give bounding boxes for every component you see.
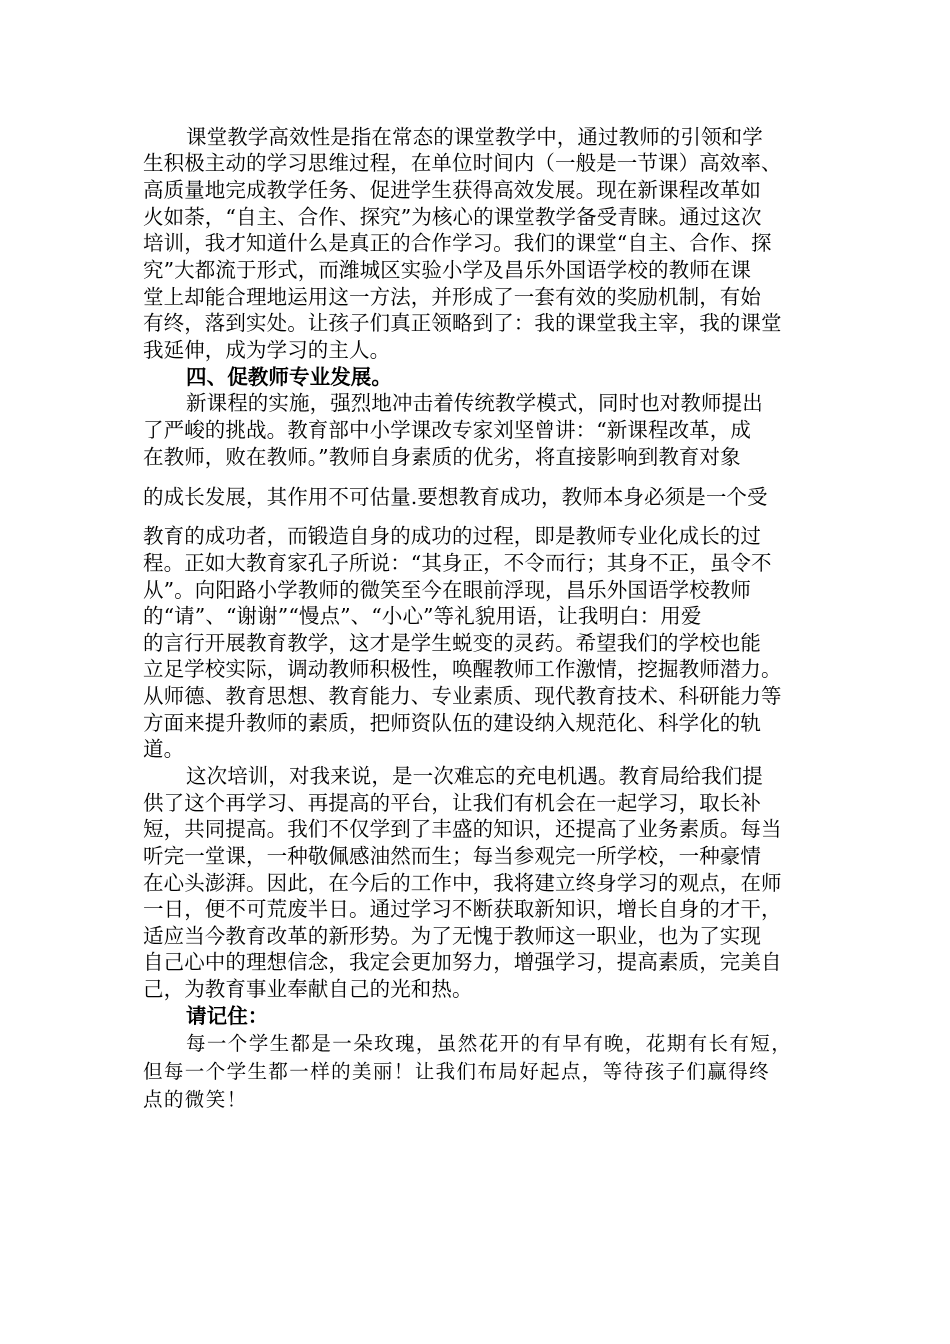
text-line: 点的微笑！	[143, 1088, 248, 1111]
text-line: 立足学校实际，调动教师积极性，唤醒教师工作激情，挖掘教师潜力。	[143, 657, 782, 681]
text-line: 方面来提升教师的素质，把师资队伍的建设纳入规范化、科学化的轨	[143, 711, 761, 735]
remember-label: 请记住：	[186, 1004, 269, 1028]
text-line: 道。	[143, 737, 185, 761]
text-line: 的言行开展教育教学，这才是学生蜕变的灵药。希望我们的学校也能	[143, 631, 761, 655]
text-line: 从”。向阳路小学教师的微笑至今在眼前浮现，昌乐外国语学校教师	[143, 578, 751, 602]
text-line: 了严峻的挑战。教育部中小学课改专家刘坚曾讲：“新课程改革，成	[143, 418, 751, 442]
text-line: 听完一堂课，一种敬佩感油然而生；每当参观完一所学校，一种豪情	[143, 844, 761, 868]
text-line: 我延伸，成为学习的主人。	[143, 338, 391, 362]
text-line: 高质量地完成教学任务、促进学生获得高效发展。现在新课程改革如	[143, 178, 761, 202]
text-line: 有终，落到实处。让孩子们真正领略到了：我的课堂我主宰，我的课堂	[143, 311, 782, 335]
text-line: 火如荼，“自主、合作、探究”为核心的课堂教学备受青睐。通过这次	[143, 205, 762, 229]
text-line: 教育的成功者，而锻造自身的成功的过程，即是教师专业化成长的过	[143, 524, 761, 548]
text-line: 培训，我才知道什么是真正的合作学习。我们的课堂“自主、合作、探	[143, 231, 772, 255]
text-line: 堂上却能合理地运用这一方法，并形成了一套有效的奖励机制，有始	[143, 285, 761, 309]
text-line: 新课程的实施，强烈地冲击着传统教学模式，同时也对教师提出	[186, 391, 763, 415]
text-line: 短，共同提高。我们不仅学到了丰盛的知识，还提高了业务素质。每当	[143, 817, 782, 841]
text-line: 己，为教育事业奉献自己的光和热。	[143, 977, 473, 1001]
text-line: 生积极主动的学习思维过程，在单位时间内（一般是一节课）高效率、	[143, 151, 782, 175]
section-heading: 四、促教师专业发展。	[186, 365, 392, 389]
text-line: 从师德、教育思想、教育能力、专业素质、现代教育技术、科研能力等	[143, 684, 782, 708]
text-line: 在心头澎湃。因此，在今后的工作中，我将建立终身学习的观点，在师	[143, 871, 782, 895]
text-line: 究”大都流于形式，而潍城区实验小学及昌乐外国语学校的教师在课	[143, 258, 751, 282]
text-line: 适应当今教育改革的新形势。为了无愧于教师这一职业，也为了实现	[143, 924, 761, 948]
text-line: 这次培训，对我来说，是一次难忘的充电机遇。教育局给我们提	[186, 764, 763, 788]
text-line: 一日，便不可荒废半日。通过学习不断获取新知识，增长自身的才干，	[143, 897, 782, 921]
text-line: 课堂教学高效性是指在常态的课堂教学中，通过教师的引领和学	[186, 125, 763, 149]
text-line: 的“请”、“谢谢”“慢点”、“小心”等礼貌用语，让我明白：用爱	[143, 604, 702, 628]
text-line: 每一个学生都是一朵玫瑰，虽然花开的有早有晚，花期有长有短，	[186, 1032, 793, 1055]
text-line: 但每一个学生都一样的美丽！让我们布局好起点，等待孩子们赢得终	[143, 1060, 771, 1083]
text-line: 供了这个再学习、再提高的平台，让我们有机会在一起学习，取长补	[143, 791, 761, 815]
text-line: 在教师，败在教师。”教师自身素质的优劣，将直接影响到教育对象	[143, 445, 741, 469]
text-line: 的成长发展，其作用不可估量.要想教育成功，教师本身必须是一个受	[143, 485, 768, 509]
text-line: 程。正如大教育家孔子所说：“其身正，不令而行；其身不正，虽令不	[143, 551, 772, 575]
text-line: 自己心中的理想信念，我定会更加努力，增强学习，提高素质，完美自	[143, 950, 782, 974]
